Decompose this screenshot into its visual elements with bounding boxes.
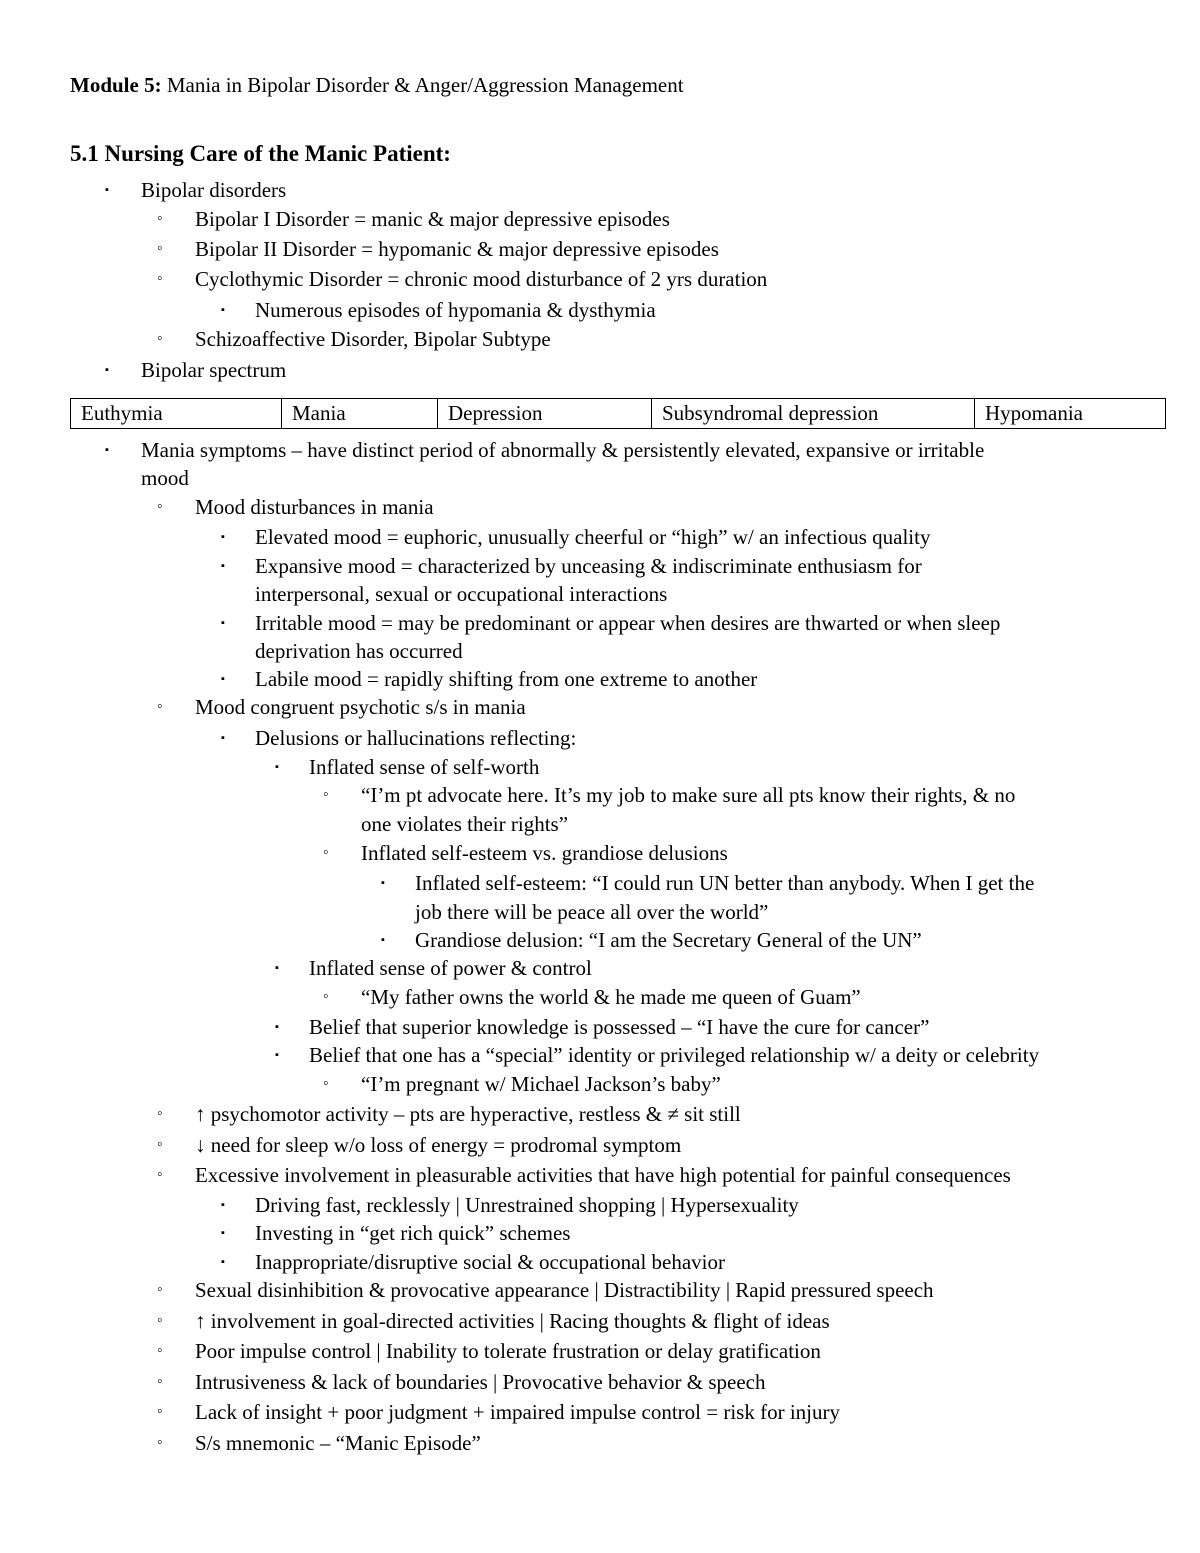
list-item-continuation: deprivation has occurred bbox=[255, 639, 463, 663]
list-item: ◦ Cyclothymic Disorder = chronic mood disturbance of 2 yrs duration bbox=[195, 265, 767, 293]
list-item: ◦ ↑ involvement in goal-directed activities | Racing thoughts & flight of ideas bbox=[195, 1307, 830, 1335]
spectrum-cell: Subsyndromal depression bbox=[652, 399, 975, 429]
list-item: ▪ Bipolar disorders bbox=[141, 176, 286, 204]
list-item: ▪ Inappropriate/disruptive social & occupational behavior bbox=[255, 1248, 725, 1276]
list-item: ◦ ↑ psychomotor activity – pts are hyperactive, restless & ≠ sit still bbox=[195, 1100, 741, 1128]
list-item: ◦ Schizoaffective Disorder, Bipolar Subtype bbox=[195, 325, 551, 353]
list-item: ▪ Irritable mood = may be predominant or appear when desires are thwarted or when sleep bbox=[255, 609, 1000, 637]
list-item: ◦ Inflated self-esteem vs. grandiose delusions bbox=[361, 839, 728, 867]
module-title-text: Mania in Bipolar Disorder & Anger/Aggression Management bbox=[161, 73, 684, 97]
list-item: ◦ “My father owns the world & he made me queen of Guam” bbox=[361, 983, 861, 1011]
list-item: ▪ Grandiose delusion: “I am the Secretary General of the UN” bbox=[415, 926, 922, 954]
list-item: ▪ Inflated sense of power & control bbox=[309, 954, 592, 982]
list-item: ▪ Elevated mood = euphoric, unusually cheerful or “high” w/ an infectious quality bbox=[255, 523, 930, 551]
list-item: ◦ “I’m pregnant w/ Michael Jackson’s baby” bbox=[361, 1070, 721, 1098]
spectrum-cell: Depression bbox=[438, 399, 652, 429]
list-item-continuation: interpersonal, sexual or occupational interactions bbox=[255, 582, 668, 606]
spectrum-cell: Hypomania bbox=[975, 399, 1166, 429]
list-item: ◦ Bipolar II Disorder = hypomanic & major depressive episodes bbox=[195, 235, 719, 263]
list-item: ◦ Intrusiveness & lack of boundaries | Provocative behavior & speech bbox=[195, 1368, 765, 1396]
list-item: ▪ Inflated self-esteem: “I could run UN better than anybody. When I get the bbox=[415, 869, 1034, 897]
list-item: ▪ Belief that superior knowledge is possessed – “I have the cure for cancer” bbox=[309, 1013, 929, 1041]
list-item: ▪ Expansive mood = characterized by unceasing & indiscriminate enthusiasm for bbox=[255, 552, 922, 580]
list-item: ▪ Bipolar spectrum bbox=[141, 356, 286, 384]
list-item-continuation: one violates their rights” bbox=[361, 812, 569, 836]
list-item: ▪ Labile mood = rapidly shifting from one extreme to another bbox=[255, 665, 757, 693]
bipolar-spectrum-table bbox=[70, 398, 1166, 429]
list-item: ▪ Inflated sense of self-worth bbox=[309, 753, 539, 781]
spectrum-cell: Mania bbox=[282, 399, 438, 429]
list-item: ▪ Driving fast, recklessly | Unrestrained shopping | Hypersexuality bbox=[255, 1191, 799, 1219]
list-item: ▪ Delusions or hallucinations reflecting: bbox=[255, 724, 576, 752]
list-item: ▪ Mania symptoms – have distinct period of abnormally & persistently elevated, expansive or irritable bbox=[141, 436, 984, 464]
list-item-continuation: mood bbox=[141, 466, 189, 490]
list-item: ▪ Numerous episodes of hypomania & dysthymia bbox=[255, 296, 656, 324]
list-item-continuation: job there will be peace all over the world” bbox=[415, 900, 769, 924]
list-item: ◦ Lack of insight + poor judgment + impaired impulse control = risk for injury bbox=[195, 1398, 840, 1426]
list-item: ◦ Poor impulse control | Inability to tolerate frustration or delay gratification bbox=[195, 1337, 821, 1365]
module-label: Module 5: bbox=[70, 73, 162, 97]
list-item: ◦ Bipolar I Disorder = manic & major depressive episodes bbox=[195, 205, 670, 233]
spectrum-cell: Euthymia bbox=[71, 399, 282, 429]
list-item: ▪ Belief that one has a “special” identity or privileged relationship w/ a deity or celebrity bbox=[309, 1041, 1039, 1069]
list-item: ◦ Mood congruent psychotic s/s in mania bbox=[195, 693, 526, 721]
list-item: ◦ S/s mnemonic – “Manic Episode” bbox=[195, 1429, 481, 1457]
list-item: ◦ Sexual disinhibition & provocative appearance | Distractibility | Rapid pressured speech bbox=[195, 1276, 934, 1304]
list-item: ◦ ↓ need for sleep w/o loss of energy = prodromal symptom bbox=[195, 1131, 681, 1159]
list-item: ◦ “I’m pt advocate here. It’s my job to make sure all pts know their rights, & no bbox=[361, 781, 1015, 809]
module-title bbox=[70, 73, 684, 98]
list-item: ◦ Mood disturbances in mania bbox=[195, 493, 434, 521]
section-heading: 5.1 Nursing Care of the Manic Patient: bbox=[70, 141, 451, 166]
list-item: ◦ Excessive involvement in pleasurable activities that have high potential for painful consequences bbox=[195, 1161, 1011, 1189]
list-item: ▪ Investing in “get rich quick” schemes bbox=[255, 1219, 570, 1247]
